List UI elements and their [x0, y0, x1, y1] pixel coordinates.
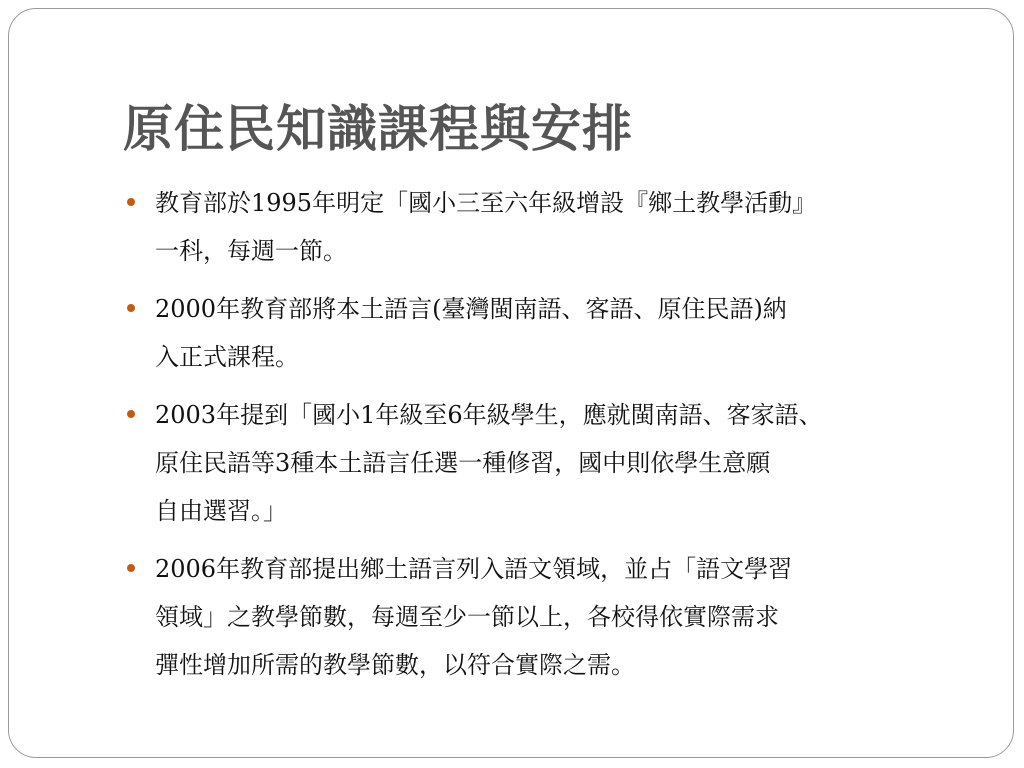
- bullet-item-1: [127, 179, 977, 275]
- slide-title: 原住民知識課程與安排: [123, 100, 633, 158]
- bullet-text-3: 2003年提到「國小1年級至6年級學生，應就閩南語、客家語、 原住民語等3種本土語言任選一種修習，國中則依學生意願 自由選習。」: [155, 401, 823, 525]
- bullet-item-3: [127, 391, 977, 535]
- bullet-dot-icon: [127, 410, 135, 418]
- bullet-dot-icon: [127, 564, 135, 572]
- bullet-list: [127, 179, 977, 699]
- slide-frame: [8, 8, 1014, 758]
- bullet-text-4: 2006年教育部提出鄉土語言列入語文領域，並占「語文學習 領域」之教學節數，每週至少一節以上，各校得依實際需求 彈性增加所需的教學節數，以符合實際之需。: [155, 555, 793, 679]
- bullet-item-2: [127, 285, 977, 381]
- bullet-dot-icon: [127, 304, 135, 312]
- bullet-text-1: 教育部於1995年明定「國小三至六年級增設『鄉土教學活動』 一科，每週一節。: [155, 189, 817, 265]
- bullet-item-4: [127, 545, 977, 689]
- bullet-dot-icon: [127, 198, 135, 206]
- bullet-text-2: 2000年教育部將本土語言(臺灣閩南語、客語、原住民語)納 入正式課程。: [155, 295, 787, 371]
